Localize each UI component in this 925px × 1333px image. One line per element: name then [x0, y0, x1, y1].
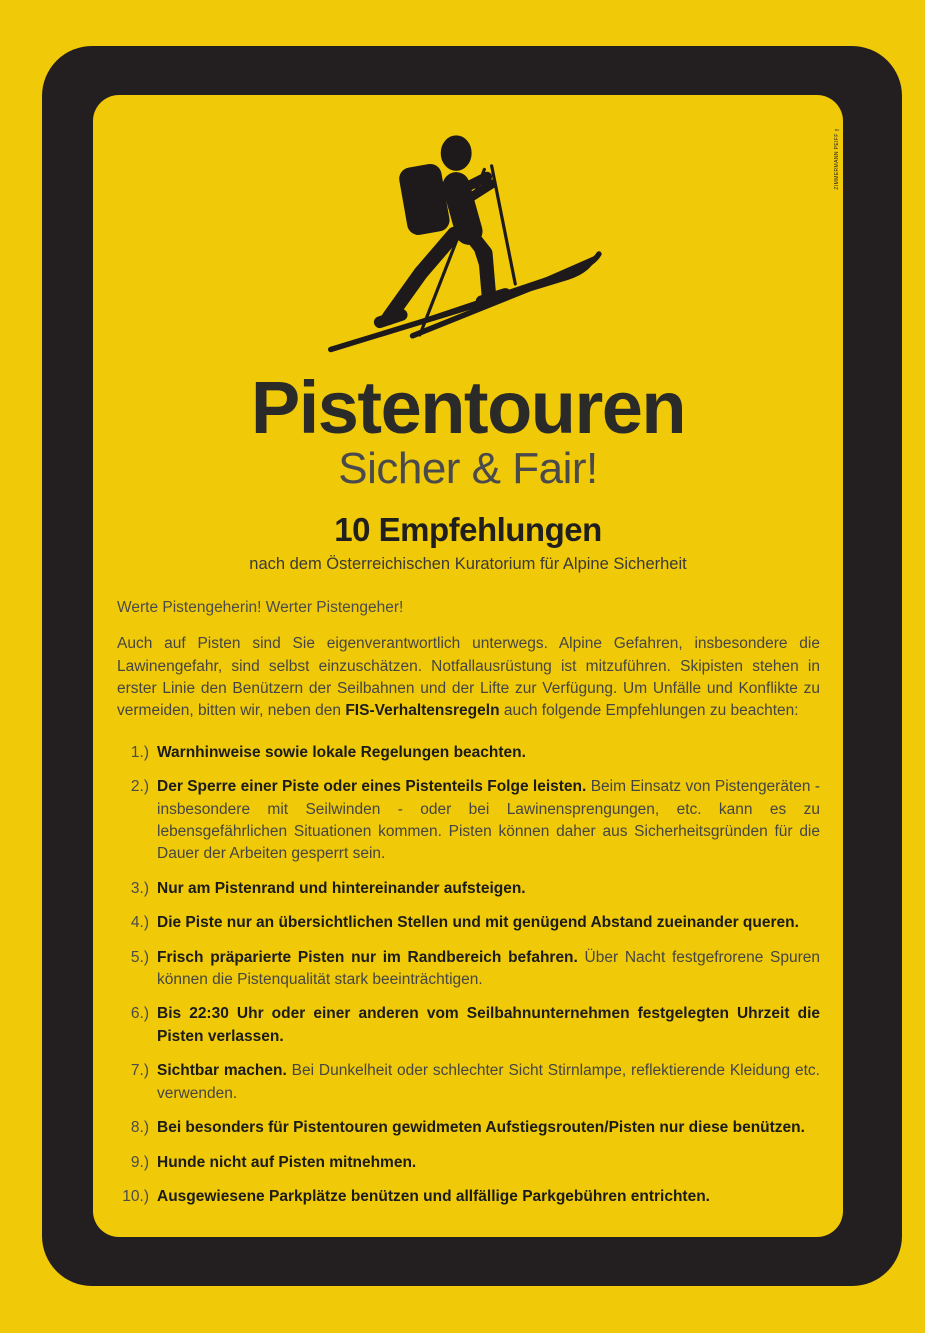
head [441, 136, 471, 171]
list-item [117, 776, 820, 866]
recommendations-list [117, 742, 820, 1209]
list-item [117, 878, 820, 900]
poster-subtitle: Sicher & Fair! [338, 444, 598, 493]
poster-inner-panel [93, 95, 843, 1237]
item-text-rest: Bei Dunkelheit oder schlechter Sicht Stirnlampe, reflektierende Kleidung etc. verwenden. [157, 1062, 820, 1102]
intro-text-after: auch folgende Empfehlungen zu beachten: [503, 702, 799, 720]
item-number: 9.) [130, 1153, 149, 1171]
list-item [117, 947, 820, 992]
print-credit-vertical-text: ZIMMERMANN PEIFF ™ [834, 125, 840, 190]
list-item [117, 1117, 820, 1139]
item-text-rest: Über Nacht festgefrorene Spuren können die Pistenqualität stark beeinträchtigen. [157, 948, 820, 989]
item-number: 1.) [130, 743, 149, 761]
item-text-bold: Der Sperre einer Piste oder eines Pistenteils Folge leisten. [157, 778, 587, 796]
item-text-bold: Hunde nicht auf Pisten mitnehmen. [157, 1153, 417, 1171]
item-text-bold: Sichtbar machen. [157, 1062, 287, 1080]
item-number: 4.) [130, 914, 149, 932]
ski-tourer-icon [313, 123, 623, 365]
item-text-bold: Bis 22:30 Uhr oder einer anderen vom Seilbahnunternehmen festgelegten Uhrzeit die Pisten verlassen. [157, 1005, 820, 1045]
item-text-bold: Frisch präparierte Pisten nur im Randbereich befahren. [157, 948, 578, 966]
item-number: 5.) [130, 948, 149, 966]
list-item [117, 912, 820, 934]
list-item [117, 742, 820, 764]
item-text-rest: Beim Einsatz von Pistengeräten - insbesondere mit Seilwinden - oder bei Lawinensprengungen, etc. kann es zu lebensgefährlichen Situationen kommen. Pisten können daher aus Sicherheitsgründen für die Dauer der Arbeiten gesperrt sein. [157, 778, 821, 863]
list-item [117, 1152, 820, 1174]
item-text-bold: Bei besonders für Pistentouren gewidmeten Aufstiegsrouten/Pisten nur diese benützen. [157, 1119, 805, 1137]
recommendations-subheading: nach dem Österreichischen Kuratorium für Alpine Sicherheit [249, 555, 687, 573]
intro-paragraph [117, 633, 820, 723]
intro-text-before: Auch auf Pisten sind Sie eigenverantwortlich unterwegs. Alpine Gefahren, insbesondere die Lawinengefahr, sind selbst einzuschätzen. Notfallausrüstung ist mitzuführen. Skipisten stehen in erster Linie den Benützern der Seilbahnen und der Lifte zur Verfügung. Um Unfälle und Konflikte zu vermeiden, bitten wir, neben den [117, 635, 820, 720]
item-text-bold: Warnhinweise sowie lokale Regelungen beachten. [157, 743, 526, 761]
recommendations-heading: 10 Empfehlungen [334, 511, 602, 548]
list-item [117, 1186, 820, 1208]
item-number: 3.) [130, 879, 149, 897]
salutation: Werte Pistengeherin! Werter Pistengeher! [117, 598, 404, 616]
item-number: 7.) [130, 1062, 149, 1080]
item-text-bold: Ausgewiesene Parkplätze benützen und allfällige Parkgebühren entrichten. [157, 1187, 710, 1205]
poster-body [117, 597, 820, 1209]
boot-rear [380, 315, 402, 322]
item-text-bold: Die Piste nur an übersichtlichen Stellen und mit genügend Abstand zueinander queren. [157, 914, 799, 932]
list-item [117, 1003, 820, 1048]
poster-title: Pistentouren [250, 366, 686, 449]
boot-front [482, 294, 506, 301]
list-item [117, 1060, 820, 1105]
leg-front [468, 231, 489, 296]
item-number: 2.) [130, 778, 149, 796]
fis-rules-bold-text: FIS-Verhaltensregeln [345, 702, 500, 720]
item-number: 8.) [130, 1119, 149, 1137]
item-number: 6.) [130, 1005, 149, 1023]
poster-black-frame [42, 46, 902, 1286]
item-text-bold: Nur am Pistenrand und hintereinander aufsteigen. [157, 879, 526, 897]
backpack [398, 163, 451, 237]
item-number: 10.) [122, 1187, 149, 1205]
